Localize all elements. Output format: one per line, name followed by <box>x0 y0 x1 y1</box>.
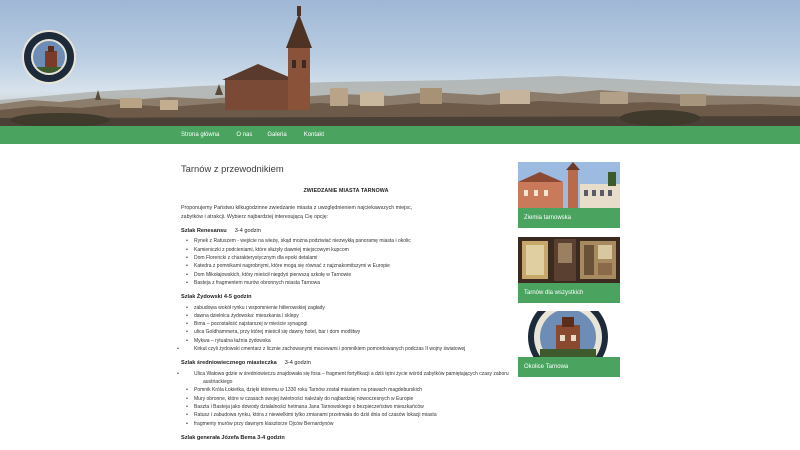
trail-title <box>181 228 511 235</box>
nav-item-gallery[interactable]: Galeria <box>267 132 287 138</box>
list-item: • ulica Goldhammera, przy której mieścił się dawny hotel, bar i dom modlitwy <box>185 328 511 336</box>
card-label: Ziemia tarnowska <box>518 208 620 228</box>
intro-line: Proponujemy Państwu kilkugodzinne zwiedzanie miasta z uwzględnieniem najciekawszych miejsc, <box>181 205 413 211</box>
header-banner <box>0 0 800 126</box>
trail-title <box>181 294 511 301</box>
card-label: Okolice Tarnowa <box>518 357 620 377</box>
sidebar-card-okolice[interactable] <box>518 311 620 377</box>
card-label: Tarnów dla wszystkich <box>518 283 620 303</box>
trail-sredniowiecze <box>181 360 511 427</box>
city-panorama <box>0 0 800 126</box>
list-item: • Mykwa – rytualna łaźnia żydowska <box>185 337 511 345</box>
trail-bem <box>181 435 511 442</box>
nav-item-home[interactable]: Strona główna <box>181 132 220 138</box>
list-item: • fragmenty murów przy dawnym klasztorze Ojców Bernardynów <box>185 420 511 428</box>
list-item: • Ulica Wałowa gdzie w średniowieczu znajdowała się fosa – fragment fortyfikacji a dziś tętni życie wśród zabytków pamiętających czasy zaboru austriackiego <box>185 370 511 387</box>
trail-list <box>185 237 511 287</box>
section-heading: ZWIEDZANIE MIASTA TARNOWA <box>303 188 389 194</box>
nav-item-about[interactable]: O nas <box>236 132 253 138</box>
trail-name: Szlak generała Józefa Bema 3-4 godzin <box>181 434 285 441</box>
logo-emblem <box>31 39 67 75</box>
list-item: • dawna dzielnica żydowska: mieszkania i sklepy <box>185 312 511 320</box>
sidebar-card-tarnow-dla-wszystkich[interactable] <box>518 237 620 303</box>
sidebar-card-ziemia[interactable] <box>518 162 620 228</box>
trail-renesans <box>181 228 511 287</box>
main-content <box>181 163 511 444</box>
trail-zydowski <box>181 294 511 353</box>
list-item: • Dom Florencki z charakterystycznym dla epoki detalami <box>185 254 511 262</box>
nav-item-contact[interactable]: Kontakt <box>303 132 325 138</box>
intro-text <box>181 204 511 221</box>
town-photo <box>518 162 620 208</box>
page-title: Tarnów z przewodnikiem <box>181 163 284 174</box>
list-item: • Bima – pozostałość najstarszej w mieście synagogi <box>185 320 511 328</box>
trail-list <box>185 304 511 354</box>
trail-list <box>185 370 511 428</box>
main-nav <box>0 126 800 144</box>
list-item: • Ratusz i zabudowa rynku, która z niewielkimi tylko zmianami przetrwała do dziś dnia od czasów lokacji miasta <box>185 411 511 419</box>
trail-title <box>181 360 511 367</box>
trail-duration: 3-4 godzin <box>234 228 261 234</box>
list-item: • zabudowa wokół rynku i wspomnienie hitlerowskiej zagłady <box>185 304 511 312</box>
intro-line: zabytków i atrakcji. Wybierz najbardziej interesującą Cię opcję: <box>181 213 329 220</box>
list-item: • Mury obronne, które w czasach swojej świetności należały do najbardziej nowoczesnych w Europie <box>185 395 511 403</box>
list-item: • Rynek z Ratuszem - wejście na wieżę, skąd można podziwiać niezwykłą panoramę miasta i okolic <box>185 237 511 245</box>
trail-duration: 3-4 godzin <box>284 360 311 367</box>
list-item: • Kirkut czyli żydowski cmentarz z licznie zachowanymi macewami i pomnikiem pomordowanych podczas II wojny światowej <box>185 345 511 353</box>
logo[interactable] <box>22 30 76 84</box>
trail-title <box>181 435 511 442</box>
trail-name: Szlak Żydowski 4-5 godzin <box>181 294 252 301</box>
list-item: • Basteja z fragmentem murów obronnych miasta Tarnowa <box>185 279 511 287</box>
trail-name: Szlak średniowiecznego miasteczka <box>181 360 277 367</box>
list-item: • Katedra z pomnikami nagrobnymi, które mogą się równać z najznakomitszymi w Europie <box>185 262 511 270</box>
guild-badge <box>518 311 620 357</box>
trail-name: Szlak Renesansu <box>181 228 227 234</box>
list-item: • Baszta i Basteja jako dowody działalności hetmana Jana Tarnowskiego o bezpieczeństwo mieszkańców <box>185 403 511 411</box>
interior-photo <box>518 237 620 283</box>
list-item: • Dom Mikołajowskich, który mieścił niegdyś pierwszą szkołę w Tarnowie <box>185 271 511 279</box>
list-item: • Kamieniczki z podcieniami, które służyły dawniej miejscowym kupcom <box>185 246 511 254</box>
list-item: • Pomnik Króla Łokietka, dzięki któremu w 1330 roku Tarnów został miastem na prawach magdeburskich <box>185 386 511 394</box>
